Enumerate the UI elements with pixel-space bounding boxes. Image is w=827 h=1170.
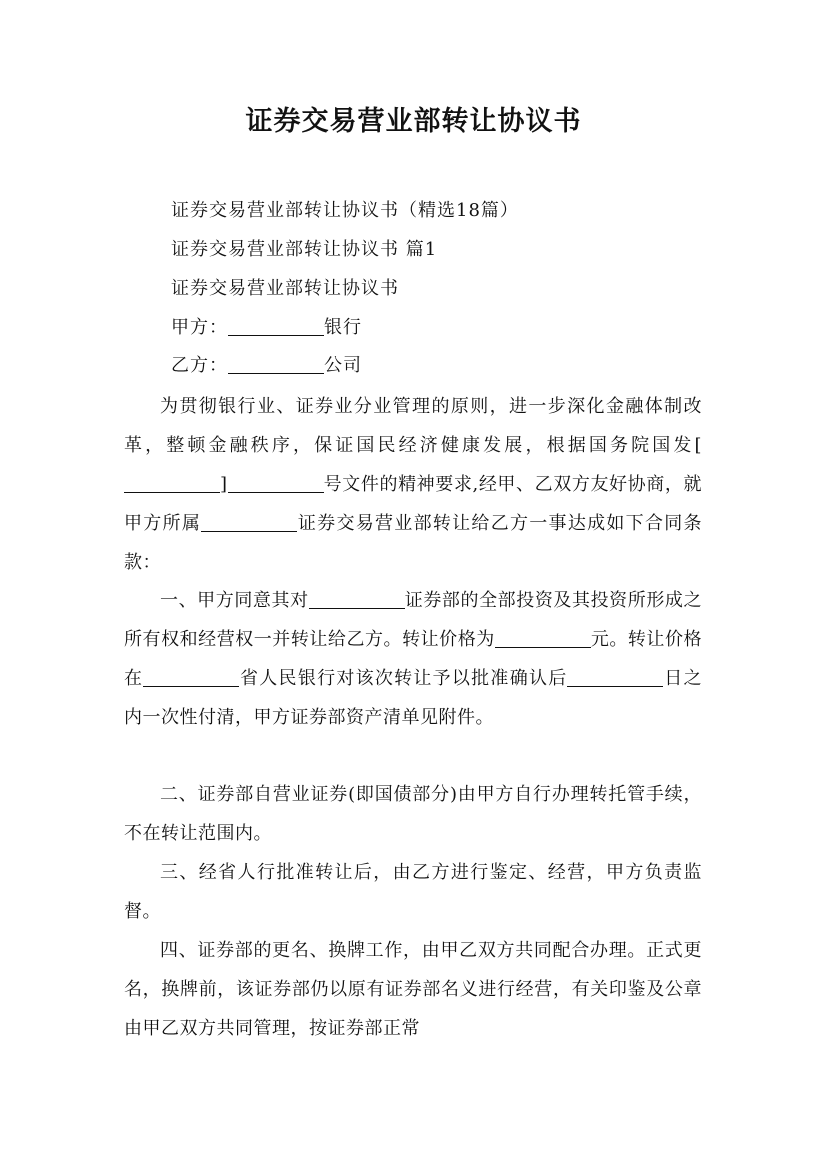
party-b-line (171, 353, 362, 379)
province-blank (143, 666, 239, 687)
price-blank (495, 627, 591, 648)
party-b-blank (228, 353, 324, 374)
paragraph-clause-3: 三、经省人行批准转让后，由乙方进行鉴定、经营，甲方负责监督。 (124, 862, 702, 922)
party-a-line (171, 315, 362, 341)
securities-dept-blank (309, 588, 405, 609)
paragraph-clause-2: 二、证券部自营业证券(即国债部分)由甲方自行办理转托管手续，不在转让范围内。 (124, 784, 702, 844)
party-b-label: 乙方： (171, 355, 228, 376)
party-a-label: 甲方： (171, 317, 228, 338)
clause-1-text-5: 日之内一次性付清，甲方证券部资产清单见附件。 (124, 668, 703, 728)
intro-line-3: 证券交易营业部转让协议书 (171, 278, 399, 299)
paragraph-clause-1 (124, 581, 702, 737)
clause-1-text-1: 一、甲方同意其对 (160, 590, 309, 611)
paragraph-preamble (124, 387, 702, 582)
intro-line-1: 证券交易营业部转让协议书（精选18篇） (171, 200, 519, 221)
preamble-text-1: 为贯彻银行业、证券业分业管理的原则，进一步深化金融体制改革，整顿金融秩序，保证国民经济健康发展，根据国务院国发[ (124, 396, 702, 456)
branch-name-blank (201, 511, 297, 532)
party-b-suffix: 公司 (324, 355, 362, 376)
intro-line-2: 证券交易营业部转让协议书 篇1 (171, 239, 438, 260)
party-a-suffix: 银行 (324, 317, 362, 338)
preamble-text-3: 号文件的精神要求,经甲、乙双方友好协商，就甲方所属 (124, 474, 702, 534)
days-blank (567, 666, 663, 687)
paragraph-clause-4: 四、证券部的更名、换牌工作，由甲乙双方共同配合办理。正式更名，换牌前，该证券部仍以原有证券部名义进行经营，有关印鉴及公章由甲乙双方共同管理，按证券部正常 (124, 940, 702, 1039)
preamble-text-2: ] (220, 474, 228, 495)
party-a-blank (228, 315, 324, 336)
doc-number-year-blank (124, 472, 220, 493)
doc-number-blank (228, 472, 324, 493)
document-title: 证券交易营业部转让协议书 (245, 106, 582, 137)
clause-1-text-4: 省人民银行对该次转让予以批准确认后 (239, 668, 568, 689)
clause-1-text-2: 证券部的全部投资及其投资所形成之所有权和经营权一并转让给乙方。转让价格为 (124, 590, 703, 650)
preamble-text-4: 证券交易营业部转让给乙方一事达成如下合同条款： (124, 513, 703, 573)
clause-1-text-3: 元。转让价格在 (124, 629, 703, 689)
